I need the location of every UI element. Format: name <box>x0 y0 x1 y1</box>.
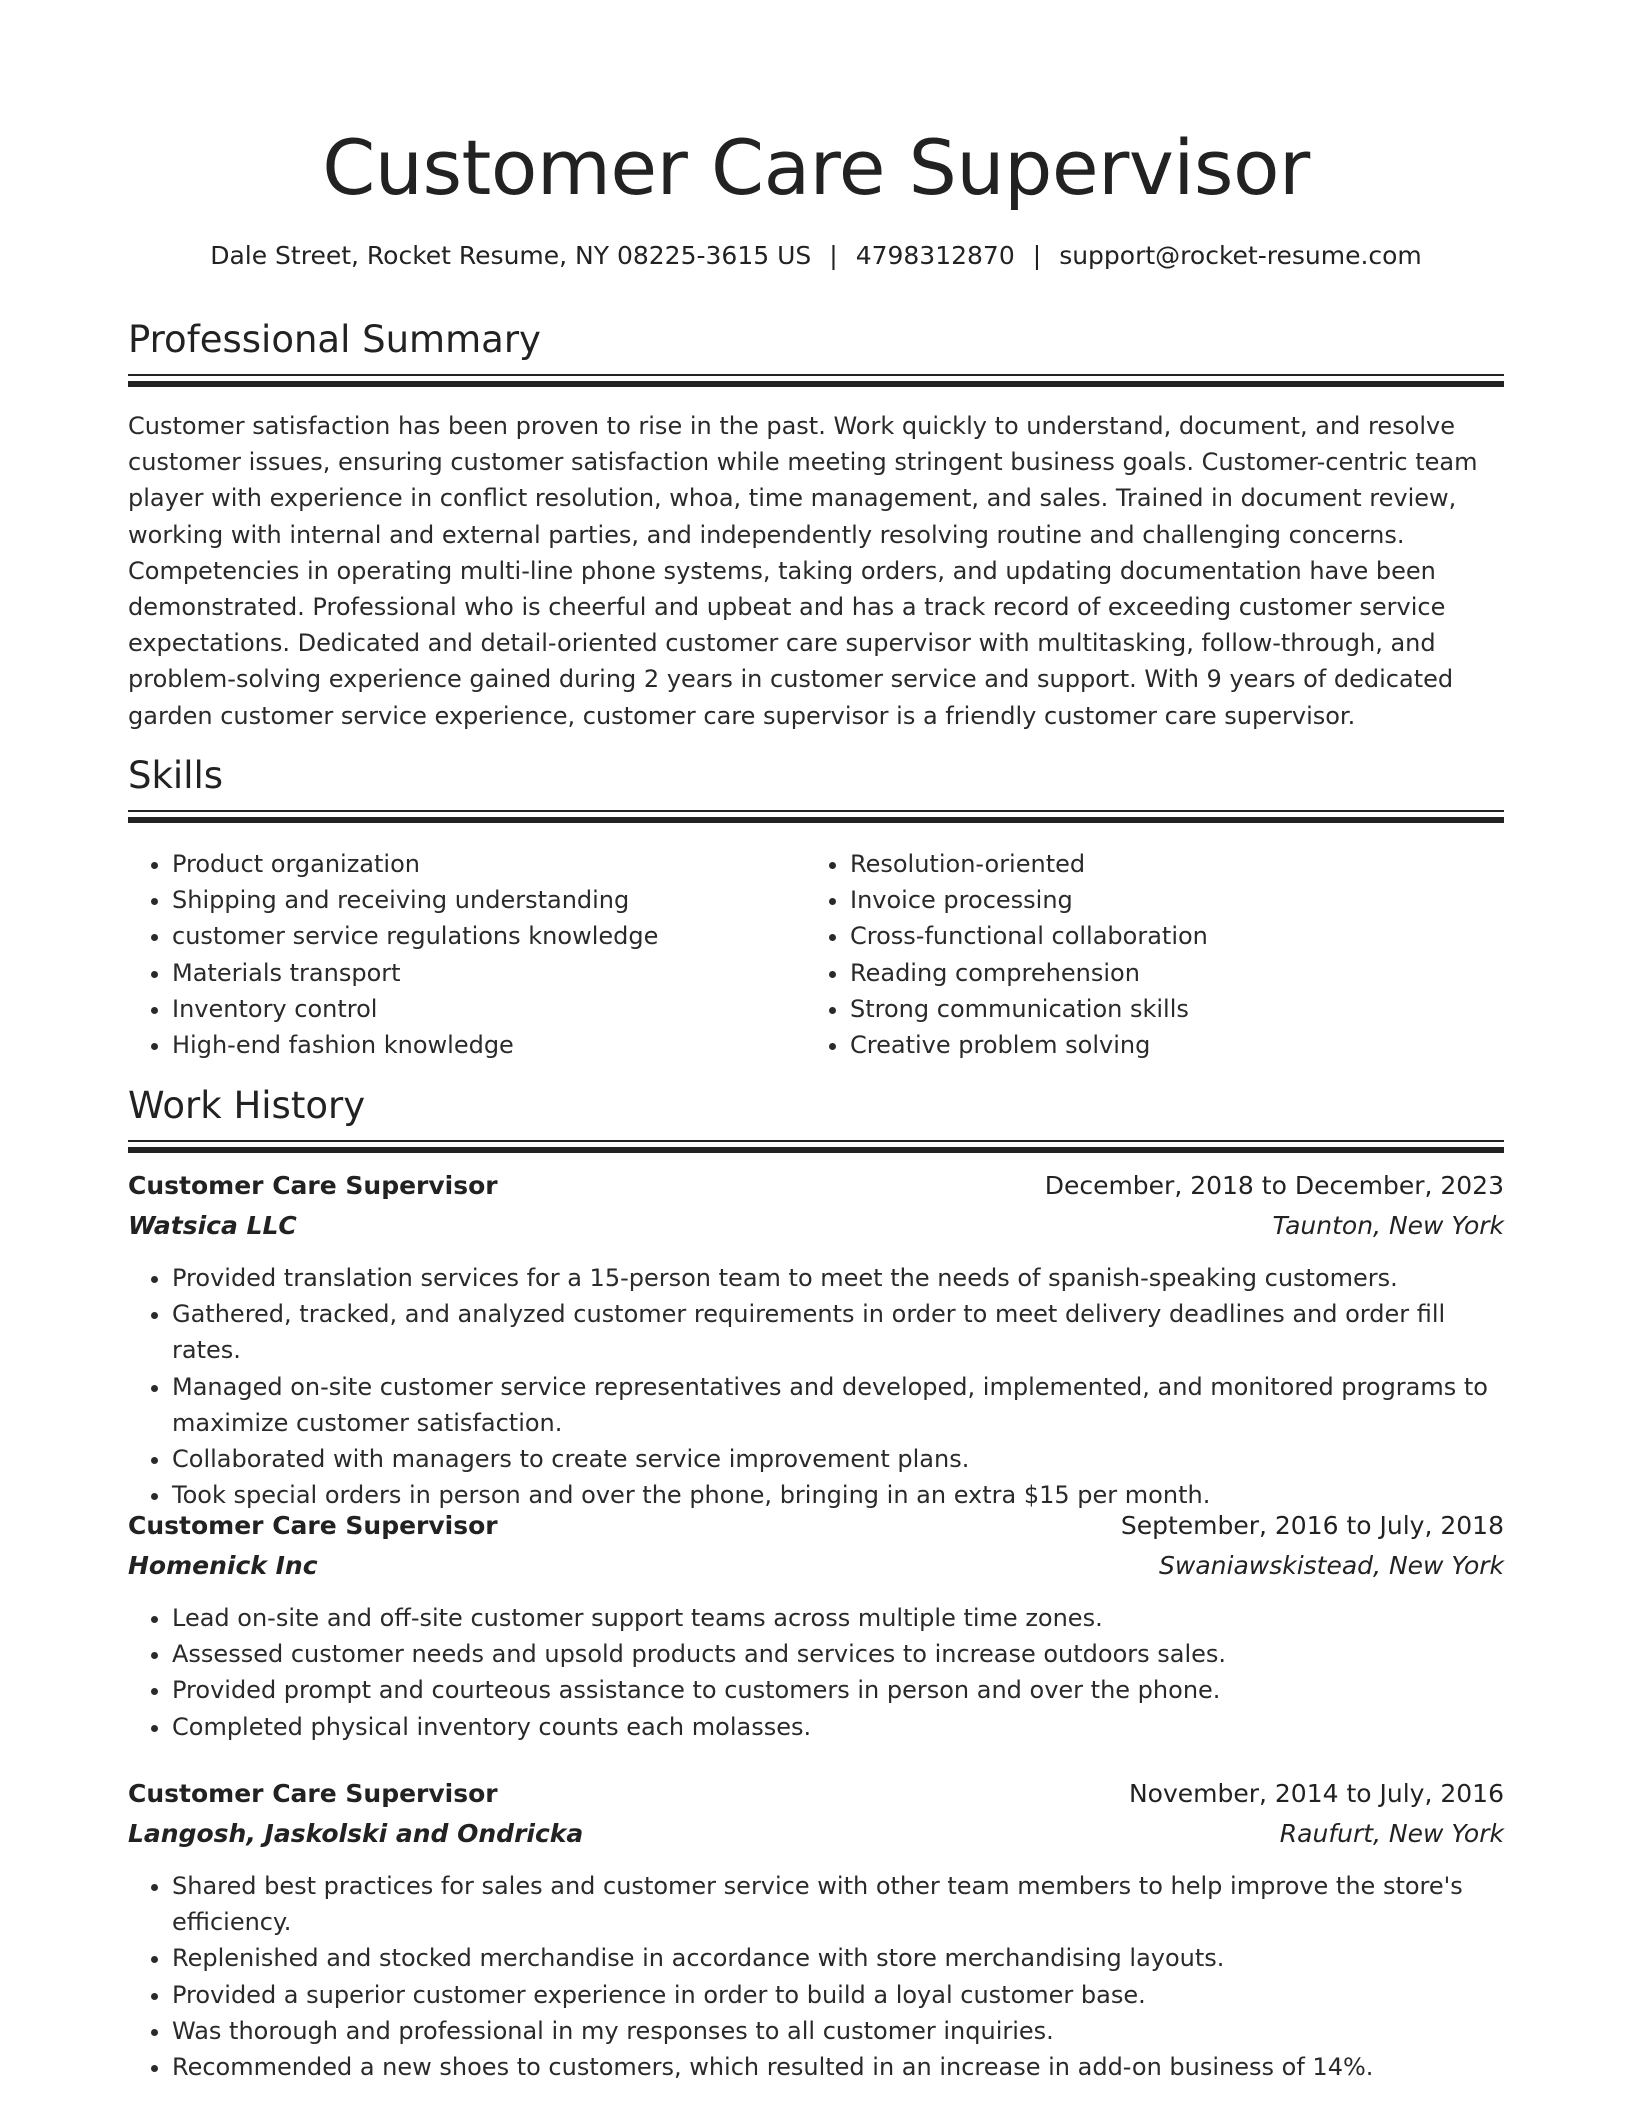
section-divider <box>128 1140 1504 1154</box>
job-bullets <box>128 1600 1504 1745</box>
skill-item: • Creative problem solving <box>850 1027 1490 1063</box>
job-entry <box>128 1166 1504 1513</box>
separator: | <box>1032 241 1042 270</box>
job-bullet: • Recommended a new shoes to customers, which resulted in an increase in add-on business of 14%. <box>172 2049 1504 2085</box>
job-bullet: • Completed physical inventory counts each molasses. <box>172 1709 1504 1745</box>
company-name: Watsica LLC <box>128 1211 297 1240</box>
job-bullet: • Lead on-site and off-site customer support teams across multiple time zones. <box>172 1600 1504 1636</box>
job-location: Swaniawskistead, New York <box>1159 1551 1504 1580</box>
section-title-work-history: Work History <box>128 1084 366 1127</box>
job-bullet: • Assessed customer needs and upsold products and services to increase outdoors sales. <box>172 1636 1504 1672</box>
job-title: Customer Care Supervisor <box>128 1511 498 1540</box>
job-bullets <box>128 1260 1504 1513</box>
section-title-summary: Professional Summary <box>128 318 541 361</box>
company-name: Langosh, Jaskolski and Ondricka <box>128 1819 584 1848</box>
job-bullet: • Gathered, tracked, and analyzed customer requirements in order to meet delivery deadlines and order fill rates. <box>172 1296 1504 1368</box>
skills-column-1 <box>128 846 812 1063</box>
skill-item: • Strong communication skills <box>850 991 1490 1027</box>
phone: 4798312870 <box>855 241 1015 270</box>
job-bullet: • Was thorough and professional in my responses to all customer inquiries. <box>172 2013 1504 2049</box>
job-dates: November, 2014 to July, 2016 <box>1128 1779 1504 1808</box>
job-title: Customer Care Supervisor <box>128 1779 498 1808</box>
skill-item: • Reading comprehension <box>850 955 1490 991</box>
skill-item: • Inventory control <box>172 991 812 1027</box>
skill-item: • High-end fashion knowledge <box>172 1027 812 1063</box>
job-bullet: • Replenished and stocked merchandise in accordance with store merchandising layouts. <box>172 1940 1504 1976</box>
candidate-name: Customer Care Supervisor <box>322 123 1310 212</box>
summary-text: Customer satisfaction has been proven to rise in the past. Work quickly to understand, document, and resolve customer issues, ensuring customer satisfaction while meeting stringent business goals. Customer-centric team player with experience in conflict resolution, whoa, time management, and sales. Trained in document review, working with internal and external parties, and independently resolving routine and challenging concerns. Competencies in operating multi-line phone systems, taking orders, and updating documentation have been demonstrated. Professional who is cheerful and upbeat and has a track record of exceeding customer service expectations. Dedicated and detail-oriented customer care supervisor with multitasking, follow-through, and problem-solving experience gained during 2 years in customer service and support. With 9 years of dedicated garden customer service experience, customer care supervisor is a friendly customer care supervisor. <box>128 412 1478 730</box>
separator: | <box>829 241 838 270</box>
contact-line <box>128 238 1504 274</box>
skill-item: • Invoice processing <box>850 882 1490 918</box>
section-title-skills: Skills <box>128 754 224 797</box>
skill-item: • Cross-functional collaboration <box>850 918 1490 954</box>
job-bullet: • Provided translation services for a 15-person team to meet the needs of spanish-speaking customers. <box>172 1260 1504 1296</box>
job-bullet: • Shared best practices for sales and customer service with other team members to help improve the store's efficiency. <box>172 1868 1504 1940</box>
section-divider <box>128 374 1504 388</box>
skill-item: • Materials transport <box>172 955 812 991</box>
company-name: Homenick Inc <box>128 1551 318 1580</box>
job-entry <box>128 1506 1504 1745</box>
job-bullets <box>128 1868 1504 2085</box>
skill-item: • Shipping and receiving understanding <box>172 882 812 918</box>
job-dates: September, 2016 to July, 2018 <box>1120 1511 1504 1540</box>
job-entry <box>128 1774 1504 2085</box>
skill-item: • Resolution-oriented <box>850 846 1490 882</box>
section-divider <box>128 810 1504 824</box>
job-bullet: • Collaborated with managers to create service improvement plans. <box>172 1441 1504 1477</box>
skill-item: • customer service regulations knowledge <box>172 918 812 954</box>
job-title: Customer Care Supervisor <box>128 1171 498 1200</box>
job-bullet: • Took special orders in person and over the phone, bringing in an extra $15 per month. <box>172 1477 1504 1513</box>
job-bullet: • Provided a superior customer experience in order to build a loyal customer base. <box>172 1977 1504 2013</box>
job-location: Taunton, New York <box>1272 1211 1504 1240</box>
job-location: Raufurt, New York <box>1279 1819 1504 1848</box>
email: support@rocket-resume.com <box>1059 241 1422 270</box>
job-dates: December, 2018 to December, 2023 <box>1044 1171 1504 1200</box>
job-bullet: • Managed on-site customer service representatives and developed, implemented, and monitored programs to maximize customer satisfaction. <box>172 1369 1504 1441</box>
address: Dale Street, Rocket Resume, NY 08225-3615 US <box>210 241 812 270</box>
job-bullet: • Provided prompt and courteous assistance to customers in person and over the phone. <box>172 1672 1504 1708</box>
skills-column-2 <box>806 846 1490 1063</box>
skill-item: • Product organization <box>172 846 812 882</box>
